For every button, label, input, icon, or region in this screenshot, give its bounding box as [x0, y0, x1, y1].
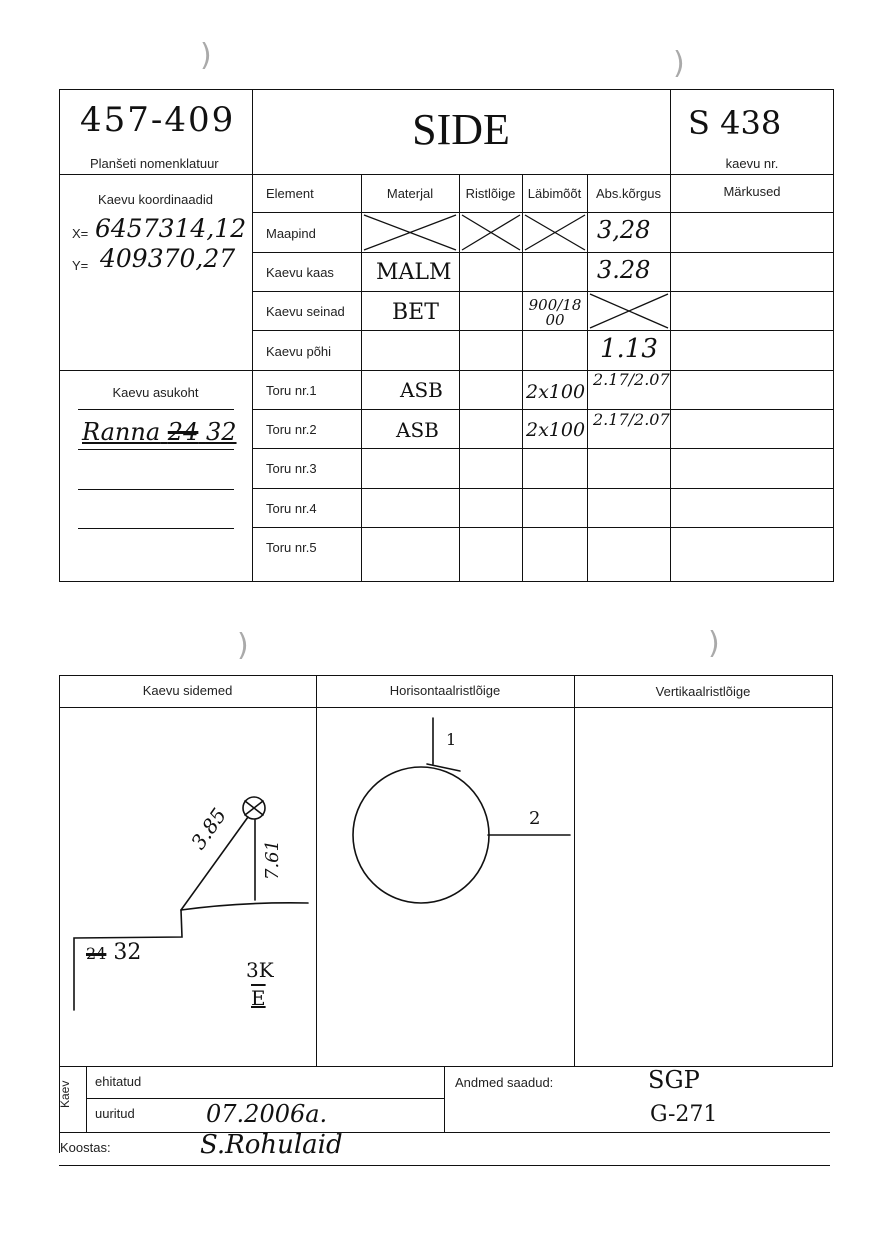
- built-label: ehitatud: [95, 1074, 142, 1089]
- surveyed-label: uuritud: [95, 1106, 135, 1121]
- well-number: S 438: [688, 104, 782, 142]
- cell-abs-height: 3,28: [597, 216, 651, 244]
- row-element: Kaevu kaas: [266, 265, 334, 280]
- surveyed-date: 07.2006a.: [206, 1100, 328, 1128]
- punch-hole-mark: ): [237, 628, 249, 663]
- x-coordinate: 6457314,12: [95, 214, 247, 243]
- y-coordinate: 409370,27: [100, 244, 236, 273]
- compiled-by-label: Koostas:: [60, 1140, 111, 1155]
- col-header-element: Element: [266, 185, 314, 201]
- cell-abs-height: 2.17/2.07: [593, 370, 670, 389]
- cell-diameter: 900/1800: [528, 296, 582, 329]
- cell-abs-height: 3.28: [597, 256, 651, 284]
- row-element: Toru nr.1: [266, 383, 317, 398]
- panel-title: Horisontaalristlõige: [389, 683, 501, 698]
- cell-material: BET: [392, 300, 439, 325]
- compiled-by-value: S.Rohulaid: [200, 1130, 343, 1160]
- house-number: [86, 940, 141, 965]
- dimension-diagonal: 3.85: [186, 803, 232, 854]
- panel-title: Vertikaalristlõige: [655, 684, 751, 699]
- dimension-vertical: 7.61: [262, 839, 283, 880]
- building-label: E: [251, 986, 266, 1010]
- data-source-label: Andmed saadud:: [455, 1075, 554, 1090]
- data-source-value: G-271: [650, 1102, 718, 1127]
- col-header-material: Materjal: [386, 185, 434, 201]
- punch-hole-mark: ): [708, 626, 720, 661]
- house-number-value: 32: [113, 940, 142, 965]
- house-number-struck: 24: [86, 944, 107, 963]
- well-number-label: kaevu nr.: [725, 156, 779, 171]
- punch-hole-mark: ): [673, 46, 685, 81]
- row-element: Toru nr.5: [266, 540, 317, 555]
- location-street: Ranna: [82, 418, 161, 446]
- location-number: 32: [205, 418, 237, 446]
- cell-material: ASB: [396, 418, 439, 442]
- cell-abs-height: 1.13: [600, 334, 658, 364]
- coordinates-label: Kaevu koordinaadid: [98, 192, 213, 207]
- row-element: Toru nr.2: [266, 422, 317, 437]
- data-source-value: SGP: [648, 1066, 700, 1094]
- col-header-abs-height: Abs.kõrgus: [595, 185, 662, 201]
- building-label: 3K: [246, 958, 274, 982]
- col-header-notes: Märkused: [723, 184, 781, 199]
- location-label: Kaevu asukoht: [112, 385, 199, 400]
- row-element: Toru nr.3: [266, 461, 317, 476]
- pipe-label: 2: [529, 808, 541, 829]
- cell-diameter: 2x100: [526, 419, 586, 441]
- panel-title: Kaevu sidemed: [142, 683, 233, 698]
- col-header-diameter: Läbimõõt: [527, 185, 582, 201]
- cell-material: ASB: [400, 378, 443, 402]
- sheet-number: 457-409: [80, 100, 236, 140]
- pipe-label: 1: [446, 730, 457, 749]
- punch-hole-mark: ): [200, 38, 212, 73]
- row-element: Toru nr.4: [266, 501, 317, 516]
- col-header-cross-section: Ristlõige: [465, 185, 516, 201]
- page-title: SIDE: [412, 105, 510, 154]
- well-side-label: Kaev: [58, 1080, 72, 1108]
- row-element: Kaevu seinad: [266, 304, 345, 319]
- cell-material: MALM: [376, 260, 452, 285]
- row-element: Maapind: [266, 226, 316, 241]
- x-prefix: X=: [72, 226, 89, 241]
- cell-abs-height: 2.17/2.07: [593, 410, 670, 429]
- cell-diameter: 2x100: [526, 381, 586, 403]
- location-struck-number: 24: [167, 418, 199, 446]
- y-prefix: Y=: [72, 258, 89, 273]
- row-element: Kaevu põhi: [266, 344, 332, 359]
- sheet-nomenclature-label: Planšeti nomenklatuur: [90, 156, 219, 171]
